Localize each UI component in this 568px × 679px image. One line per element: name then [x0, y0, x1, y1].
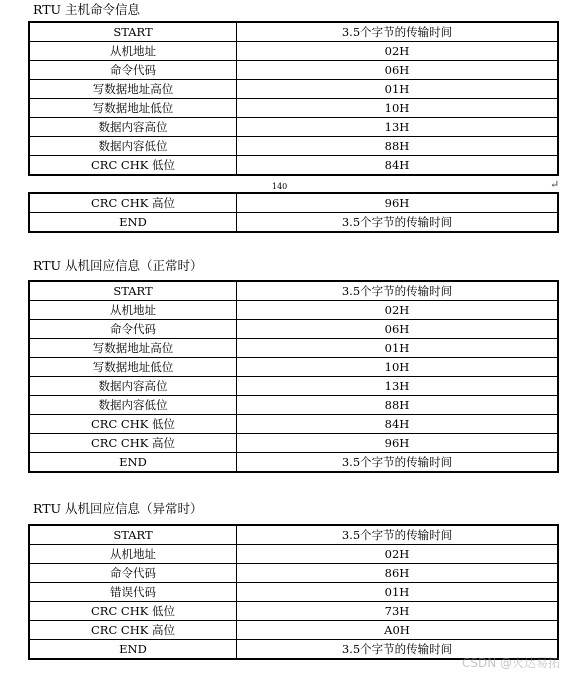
table-row	[29, 396, 558, 415]
field-name-cell: CRC CHK 低位	[29, 156, 237, 176]
field-name-cell: CRC CHK 高位	[29, 193, 237, 213]
field-value-cell: 02H	[237, 42, 559, 61]
field-value-cell: 88H	[237, 137, 559, 156]
section1-title: RTU 主机命令信息	[33, 2, 141, 17]
field-value-cell: 84H	[237, 156, 559, 176]
field-name-cell: START	[29, 525, 237, 545]
field-value-cell: 02H	[237, 301, 559, 320]
field-value-cell: 06H	[237, 320, 559, 339]
field-name-cell: CRC CHK 低位	[29, 415, 237, 434]
table-row	[29, 320, 558, 339]
field-name-cell: 错误代码	[29, 583, 237, 602]
field-value-cell: 3.5个字节的传输时间	[237, 213, 559, 233]
table-row	[29, 583, 558, 602]
field-name-cell: START	[29, 281, 237, 301]
field-value-cell: 3.5个字节的传输时间	[237, 281, 559, 301]
field-value-cell: 96H	[237, 193, 559, 213]
field-name-cell: 从机地址	[29, 301, 237, 320]
watermark: CSDN @火达易拓	[461, 656, 560, 670]
table-row	[29, 281, 558, 301]
section2-table	[28, 280, 559, 473]
table-row	[29, 564, 558, 583]
field-value-cell: 86H	[237, 564, 559, 583]
field-value-cell: A0H	[237, 621, 559, 640]
table-row	[29, 193, 558, 213]
field-name-cell: 写数据地址低位	[29, 358, 237, 377]
field-value-cell: 3.5个字节的传输时间	[237, 453, 559, 473]
field-name-cell: END	[29, 213, 237, 233]
field-name-cell: 写数据地址高位	[29, 339, 237, 358]
field-value-cell: 01H	[237, 80, 559, 99]
field-name-cell: 命令代码	[29, 61, 237, 80]
table-row	[29, 137, 558, 156]
table-row	[29, 339, 558, 358]
table-row	[29, 213, 558, 233]
table-row	[29, 453, 558, 473]
table-row	[29, 301, 558, 320]
field-name-cell: 写数据地址高位	[29, 80, 237, 99]
field-value-cell: 13H	[237, 118, 559, 137]
field-name-cell: 数据内容高位	[29, 118, 237, 137]
section2-title: RTU 从机回应信息（正常时）	[33, 258, 203, 273]
section3-table	[28, 524, 559, 660]
field-name-cell: CRC CHK 高位	[29, 434, 237, 453]
field-name-cell: START	[29, 22, 237, 42]
field-value-cell: 10H	[237, 358, 559, 377]
field-value-cell: 01H	[237, 339, 559, 358]
table-row	[29, 61, 558, 80]
table-row	[29, 525, 558, 545]
table-row	[29, 602, 558, 621]
table-row	[29, 358, 558, 377]
field-name-cell: 数据内容低位	[29, 137, 237, 156]
section1-continued-table	[28, 192, 559, 233]
field-name-cell: END	[29, 640, 237, 660]
field-value-cell: 96H	[237, 434, 559, 453]
paragraph-return-icon: ↵	[550, 178, 560, 191]
field-value-cell: 3.5个字节的传输时间	[237, 525, 559, 545]
field-value-cell: 01H	[237, 583, 559, 602]
page-number: 140	[272, 182, 288, 191]
field-name-cell: 数据内容低位	[29, 396, 237, 415]
field-value-cell: 88H	[237, 396, 559, 415]
field-name-cell: 命令代码	[29, 320, 237, 339]
field-name-cell: 数据内容高位	[29, 377, 237, 396]
field-name-cell: CRC CHK 低位	[29, 602, 237, 621]
section1-table	[28, 21, 559, 176]
field-value-cell: 10H	[237, 99, 559, 118]
field-name-cell: 从机地址	[29, 545, 237, 564]
table-row	[29, 156, 558, 176]
section3-title: RTU 从机回应信息（异常时）	[33, 501, 203, 516]
table-row	[29, 545, 558, 564]
table-row	[29, 42, 558, 61]
field-value-cell: 02H	[237, 545, 559, 564]
field-value-cell: 3.5个字节的传输时间	[237, 22, 559, 42]
table-row	[29, 22, 558, 42]
table-row	[29, 415, 558, 434]
table-row	[29, 621, 558, 640]
field-name-cell: END	[29, 453, 237, 473]
field-value-cell: 13H	[237, 377, 559, 396]
field-name-cell: 写数据地址低位	[29, 99, 237, 118]
field-name-cell: 从机地址	[29, 42, 237, 61]
table-row	[29, 377, 558, 396]
table-row	[29, 80, 558, 99]
field-name-cell: CRC CHK 高位	[29, 621, 237, 640]
table-row	[29, 118, 558, 137]
field-value-cell: 06H	[237, 61, 559, 80]
field-value-cell: 73H	[237, 602, 559, 621]
field-name-cell: 命令代码	[29, 564, 237, 583]
table-row	[29, 99, 558, 118]
table-row	[29, 434, 558, 453]
field-value-cell: 3.5个字节的传输时间	[237, 640, 559, 660]
field-value-cell: 84H	[237, 415, 559, 434]
